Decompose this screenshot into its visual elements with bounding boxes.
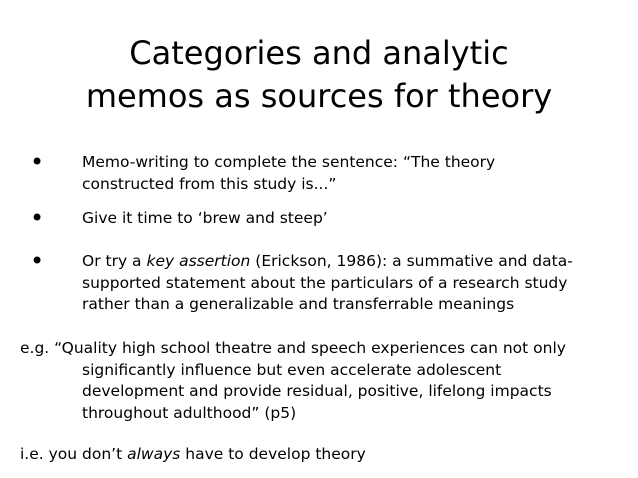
bullet-dot: • (30, 204, 45, 232)
example-line: significantly influence but even accelerate adolescent (82, 360, 502, 379)
bullet-dot: • (30, 247, 45, 275)
bullet-suffix: (Erickson, 1986): a summative and data- (250, 252, 573, 270)
bullet-item-brew-and-steep (30, 204, 610, 232)
note-prefix: i.e. you don’t (20, 445, 128, 463)
example-line: throughout adulthood” (p5) (82, 403, 297, 422)
bullet-line: constructed from this study is...” (82, 174, 337, 193)
bullet-text (82, 251, 582, 316)
title-line-2: memos as sources for theory (85, 77, 553, 115)
bullet-dot: • (30, 148, 45, 176)
bullet-text (82, 152, 582, 195)
note-suffix: have to develop theory (180, 445, 366, 463)
example-quote (20, 338, 600, 424)
example-line: e.g. “Quality high school theatre and speech experiences can not only (20, 339, 566, 357)
bullet-item-key-assertion (30, 247, 610, 317)
title-line-1: Categories and analytic (129, 34, 509, 72)
bullet-line (82, 251, 582, 273)
bullet-line: Memo-writing to complete the sentence: “The theory (82, 153, 496, 171)
bullet-text (82, 208, 582, 230)
example-line: development and provide residual, positive, lifelong impacts (82, 382, 552, 400)
key-assertion-emphasis: key assertion (146, 252, 251, 270)
bullet-line: supported statement about the particulars of a research study (82, 273, 568, 292)
bullet-line: Give it time to ‘brew and steep’ (82, 209, 328, 227)
closing-note (20, 444, 600, 466)
bullet-prefix: Or try a (82, 252, 147, 270)
note-emphasis: always (127, 445, 181, 463)
bullet-line: rather than a generalizable and transferrable meanings (82, 295, 515, 313)
slide-title (0, 32, 638, 118)
bullet-item-memo-writing (30, 148, 610, 196)
